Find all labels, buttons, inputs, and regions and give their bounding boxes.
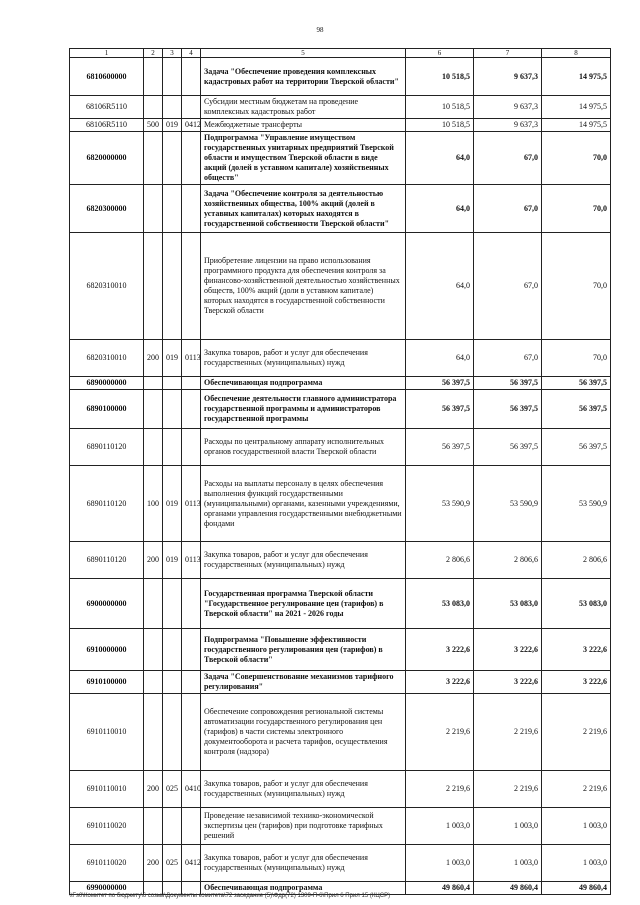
row-pr (182, 132, 201, 185)
column-header: 6 (406, 49, 474, 58)
row-value-2024: 70,0 (542, 233, 611, 340)
row-code: 6900000000 (70, 579, 144, 629)
table-row (70, 96, 611, 119)
row-rz: 019 (163, 542, 182, 579)
row-value-2023: 49 860,4 (474, 882, 542, 895)
row-value-2022: 10 518,5 (406, 119, 474, 132)
row-value-2022: 2 219,6 (406, 771, 474, 808)
row-kvr: 200 (144, 340, 163, 377)
row-value-2022: 53 590,9 (406, 466, 474, 542)
row-code: 6910000000 (70, 629, 144, 671)
row-value-2024: 3 222,6 (542, 671, 611, 694)
column-header: 2 (144, 49, 163, 58)
row-value-2022: 56 397,5 (406, 390, 474, 429)
row-code: 6910110020 (70, 808, 144, 845)
row-name: Закупка товаров, работ и услуг для обеспечения государственных (муниципальных) нужд (201, 771, 406, 808)
table-row (70, 579, 611, 629)
row-rz (163, 671, 182, 694)
row-kvr: 100 (144, 466, 163, 542)
row-value-2022: 49 860,4 (406, 882, 474, 895)
row-kvr (144, 694, 163, 771)
row-rz: 019 (163, 119, 182, 132)
row-kvr (144, 390, 163, 429)
row-kvr (144, 96, 163, 119)
page-number: 98 (316, 26, 324, 34)
column-header: 7 (474, 49, 542, 58)
row-kvr (144, 377, 163, 390)
row-pr (182, 96, 201, 119)
row-value-2022: 64,0 (406, 233, 474, 340)
row-code: 6810600000 (70, 58, 144, 96)
row-value-2023: 2 806,6 (474, 542, 542, 579)
row-pr: 0113 (182, 466, 201, 542)
column-header: 4 (182, 49, 201, 58)
table-row (70, 542, 611, 579)
row-code: 6890110120 (70, 429, 144, 466)
row-value-2023: 3 222,6 (474, 671, 542, 694)
row-value-2022: 64,0 (406, 185, 474, 233)
row-name: Субсидии местным бюджетам на проведение комплексных кадастровых работ (201, 96, 406, 119)
row-pr (182, 629, 201, 671)
row-kvr (144, 429, 163, 466)
row-kvr (144, 579, 163, 629)
row-rz (163, 233, 182, 340)
row-rz (163, 629, 182, 671)
row-value-2023: 53 590,9 (474, 466, 542, 542)
row-code: 6890110120 (70, 542, 144, 579)
row-name: Подпрограмма "Повышение эффективности государственного регулирования цен (тарифов) в Тверской области" (201, 629, 406, 671)
row-code: 6820310010 (70, 340, 144, 377)
table-row (70, 58, 611, 96)
row-value-2024: 70,0 (542, 185, 611, 233)
row-code: 6910100000 (70, 671, 144, 694)
row-rz: 025 (163, 771, 182, 808)
row-value-2023: 67,0 (474, 340, 542, 377)
row-name: Проведение независимой технико-экономической экспертизы цен (тарифов) при подготовке тарифных решений (201, 808, 406, 845)
row-rz: 019 (163, 340, 182, 377)
row-value-2024: 49 860,4 (542, 882, 611, 895)
row-value-2024: 70,0 (542, 132, 611, 185)
row-name: Расходы по центральному аппарату исполнительных органов государственной власти Тверской области (201, 429, 406, 466)
table-row (70, 694, 611, 771)
row-name: Задача "Обеспечение проведения комплексных кадастровых работ на территории Тверской области" (201, 58, 406, 96)
row-kvr (144, 185, 163, 233)
row-value-2022: 64,0 (406, 132, 474, 185)
row-name: Задача "Обеспечение контроля за деятельностью хозяйственных общества, 100% акций (долей в уставных капиталах) которых находятся в государственной собственности Тверской области" (201, 185, 406, 233)
table-row (70, 771, 611, 808)
row-value-2022: 10 518,5 (406, 96, 474, 119)
row-name: Закупка товаров, работ и услуг для обеспечения государственных (муниципальных) нужд (201, 542, 406, 579)
row-rz: 025 (163, 845, 182, 882)
row-value-2022: 10 518,5 (406, 58, 474, 96)
table-row (70, 377, 611, 390)
row-rz (163, 58, 182, 96)
row-name: Межбюджетные трансферты (201, 119, 406, 132)
row-pr: 0412 (182, 845, 201, 882)
row-value-2024: 70,0 (542, 340, 611, 377)
row-rz (163, 579, 182, 629)
table-row (70, 233, 611, 340)
row-rz (163, 185, 182, 233)
row-value-2023: 9 637,3 (474, 58, 542, 96)
row-pr: 0410 (182, 771, 201, 808)
column-header: 3 (163, 49, 182, 58)
table-row (70, 629, 611, 671)
row-value-2024: 53 083,0 (542, 579, 611, 629)
row-value-2024: 2 806,6 (542, 542, 611, 579)
row-value-2022: 3 222,6 (406, 629, 474, 671)
row-name: Подпрограмма "Управление имуществом государственных унитарных предприятий Тверской области и имуществом Тверской области в виде акций (долей в уставном капитале) хозяйственных обществ" (201, 132, 406, 185)
row-code: 68106R5110 (70, 96, 144, 119)
row-rz (163, 694, 182, 771)
row-value-2022: 56 397,5 (406, 377, 474, 390)
file-path-footer: \\Fs0\Комитет по бюджету\6 созыв\Документы комитета\72 заседание (5)\Фдр(72) 1309-П-6\Прил 6 Прил 15 (КЦСР) (69, 893, 391, 899)
row-value-2022: 3 222,6 (406, 671, 474, 694)
column-header: 1 (70, 49, 144, 58)
row-code: 6820000000 (70, 132, 144, 185)
table-body (70, 58, 611, 895)
row-pr: 0412 (182, 119, 201, 132)
row-value-2023: 53 083,0 (474, 579, 542, 629)
row-rz: 019 (163, 466, 182, 542)
column-header: 5 (201, 49, 406, 58)
row-code: 6990000000 (70, 882, 144, 895)
row-rz (163, 377, 182, 390)
row-kvr (144, 132, 163, 185)
table-row (70, 808, 611, 845)
row-pr (182, 808, 201, 845)
row-value-2023: 67,0 (474, 233, 542, 340)
row-value-2023: 3 222,6 (474, 629, 542, 671)
row-pr: 0113 (182, 542, 201, 579)
row-code: 6910110020 (70, 845, 144, 882)
row-pr (182, 185, 201, 233)
row-code: 68106R5110 (70, 119, 144, 132)
row-name: Обеспечивающая подпрограмма (201, 377, 406, 390)
row-kvr (144, 233, 163, 340)
row-name: Приобретение лицензии на право использования программного продукта для обеспечения контроля за финансово-хозяйственной деятельностью хозяйственных обществ, 100% акций (доли в уставном капитале) которых находятся в государственной собственности Тверской области (201, 233, 406, 340)
row-value-2024: 1 003,0 (542, 808, 611, 845)
row-pr (182, 58, 201, 96)
row-code: 6820300000 (70, 185, 144, 233)
row-value-2023: 2 219,6 (474, 771, 542, 808)
row-value-2023: 67,0 (474, 132, 542, 185)
row-kvr (144, 808, 163, 845)
row-code: 6890000000 (70, 377, 144, 390)
row-code: 6910110010 (70, 771, 144, 808)
row-rz (163, 429, 182, 466)
row-value-2023: 67,0 (474, 185, 542, 233)
row-value-2022: 1 003,0 (406, 808, 474, 845)
column-number-row (70, 49, 611, 58)
row-name: Закупка товаров, работ и услуг для обеспечения государственных (муниципальных) нужд (201, 845, 406, 882)
row-rz (163, 96, 182, 119)
row-kvr (144, 629, 163, 671)
budget-table (69, 48, 611, 895)
row-value-2023: 2 219,6 (474, 694, 542, 771)
row-value-2022: 1 003,0 (406, 845, 474, 882)
row-value-2022: 64,0 (406, 340, 474, 377)
row-kvr: 200 (144, 845, 163, 882)
table-row (70, 340, 611, 377)
row-pr (182, 694, 201, 771)
row-rz (163, 132, 182, 185)
row-name: Обеспечивающая подпрограмма (201, 882, 406, 895)
table-row (70, 466, 611, 542)
row-name: Государственная программа Тверской области "Государственное регулирование цен (тарифов) в Тверской области" на 2021 - 2026 годы (201, 579, 406, 629)
row-name: Обеспечение сопровождения региональной системы автоматизации государственного регулирования цен (тарифов) в части системы электронного документооборота и расчета тарифов, осуществления контроля (надзора) (201, 694, 406, 771)
table-row (70, 845, 611, 882)
row-code: 6890100000 (70, 390, 144, 429)
row-value-2024: 53 590,9 (542, 466, 611, 542)
row-pr: 0113 (182, 340, 201, 377)
row-value-2024: 56 397,5 (542, 429, 611, 466)
table-row (70, 671, 611, 694)
row-code: 6820310010 (70, 233, 144, 340)
row-value-2022: 2 219,6 (406, 694, 474, 771)
row-kvr (144, 671, 163, 694)
row-kvr: 200 (144, 542, 163, 579)
row-rz (163, 808, 182, 845)
row-value-2024: 56 397,5 (542, 377, 611, 390)
row-value-2024: 1 003,0 (542, 845, 611, 882)
row-value-2024: 3 222,6 (542, 629, 611, 671)
row-value-2023: 56 397,5 (474, 390, 542, 429)
row-kvr (144, 58, 163, 96)
row-rz (163, 390, 182, 429)
row-kvr: 500 (144, 119, 163, 132)
row-pr (182, 429, 201, 466)
row-pr (182, 390, 201, 429)
row-value-2023: 9 637,3 (474, 119, 542, 132)
row-value-2023: 56 397,5 (474, 377, 542, 390)
row-value-2024: 2 219,6 (542, 771, 611, 808)
row-value-2024: 56 397,5 (542, 390, 611, 429)
row-kvr: 200 (144, 771, 163, 808)
row-pr (182, 233, 201, 340)
row-name: Расходы на выплаты персоналу в целях обеспечения выполнения функций государственными (муниципальными) органами, казенными учреждениями, органами управления государственными внебюджетными фондами (201, 466, 406, 542)
row-code: 6890110120 (70, 466, 144, 542)
row-value-2024: 2 219,6 (542, 694, 611, 771)
table-row (70, 132, 611, 185)
row-code: 6910110010 (70, 694, 144, 771)
row-value-2022: 53 083,0 (406, 579, 474, 629)
row-name: Закупка товаров, работ и услуг для обеспечения государственных (муниципальных) нужд (201, 340, 406, 377)
row-value-2024: 14 975,5 (542, 58, 611, 96)
row-pr (182, 671, 201, 694)
row-value-2022: 56 397,5 (406, 429, 474, 466)
table-row (70, 119, 611, 132)
row-name: Задача "Совершенствование механизмов тарифного регулирования" (201, 671, 406, 694)
row-pr (182, 579, 201, 629)
row-value-2023: 1 003,0 (474, 808, 542, 845)
row-value-2023: 56 397,5 (474, 429, 542, 466)
column-header: 8 (542, 49, 611, 58)
row-value-2023: 1 003,0 (474, 845, 542, 882)
row-value-2024: 14 975,5 (542, 96, 611, 119)
row-name: Обеспечение деятельности главного администратора государственной программы и администраторов государственной программы (201, 390, 406, 429)
row-pr (182, 377, 201, 390)
row-value-2023: 9 637,3 (474, 96, 542, 119)
table-row (70, 185, 611, 233)
row-value-2022: 2 806,6 (406, 542, 474, 579)
row-value-2024: 14 975,5 (542, 119, 611, 132)
table-row (70, 390, 611, 429)
table-row (70, 429, 611, 466)
